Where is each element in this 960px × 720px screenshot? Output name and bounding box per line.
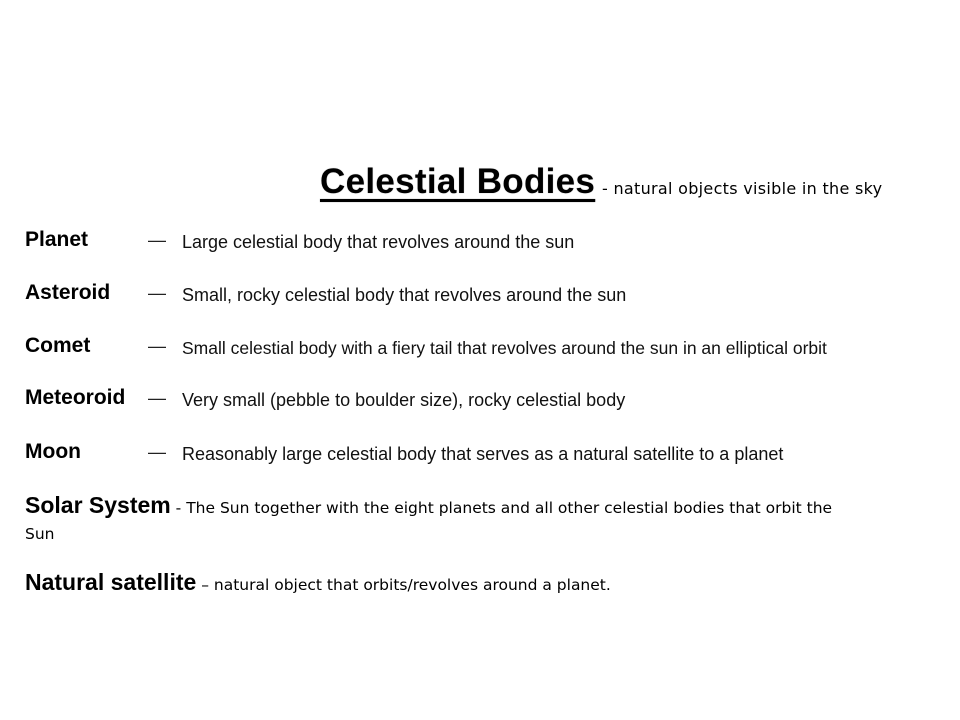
list-item-asteroid xyxy=(0,279,960,313)
natural-satellite-paragraph xyxy=(25,569,845,598)
list-item-meteoroid xyxy=(0,384,960,418)
definition-asteroid: Small, rocky celestial body that revolves around the sun xyxy=(182,285,627,305)
dash-separator: — xyxy=(148,336,166,356)
definition-planet: Large celestial body that revolves around the sun xyxy=(182,232,575,252)
dash-separator: — xyxy=(148,230,166,250)
natural-satellite-definition: – natural object that orbits/revolves around a planet. xyxy=(196,576,611,594)
term-meteoroid: Meteoroid xyxy=(25,386,126,409)
term-comet: Comet xyxy=(25,334,91,357)
term-moon: Moon xyxy=(25,440,81,463)
list-item-moon xyxy=(0,438,960,472)
solar-system-term: Solar System xyxy=(25,492,171,518)
page-title: Celestial Bodies xyxy=(320,162,596,201)
list-item-comet xyxy=(0,332,960,366)
definition-moon: Reasonably large celestial body that serves as a natural satellite to a planet xyxy=(182,444,784,464)
list-item-planet xyxy=(0,226,960,260)
dash-separator: — xyxy=(148,388,166,408)
natural-satellite-term: Natural satellite xyxy=(25,569,197,595)
dash-separator: — xyxy=(148,283,166,303)
term-planet: Planet xyxy=(25,228,89,251)
solar-system-definition: - The Sun together with the eight planets and all other celestial bodies that orbit the Sun xyxy=(25,499,833,543)
dash-separator: — xyxy=(148,442,166,462)
page-subtitle: - natural objects visible in the sky xyxy=(602,179,883,198)
definition-meteoroid: Very small (pebble to boulder size), rocky celestial body xyxy=(182,390,626,410)
definition-comet: Small celestial body with a fiery tail that revolves around the sun in an elliptical orbit xyxy=(182,338,827,358)
solar-system-paragraph xyxy=(25,492,845,547)
term-asteroid: Asteroid xyxy=(25,281,111,304)
